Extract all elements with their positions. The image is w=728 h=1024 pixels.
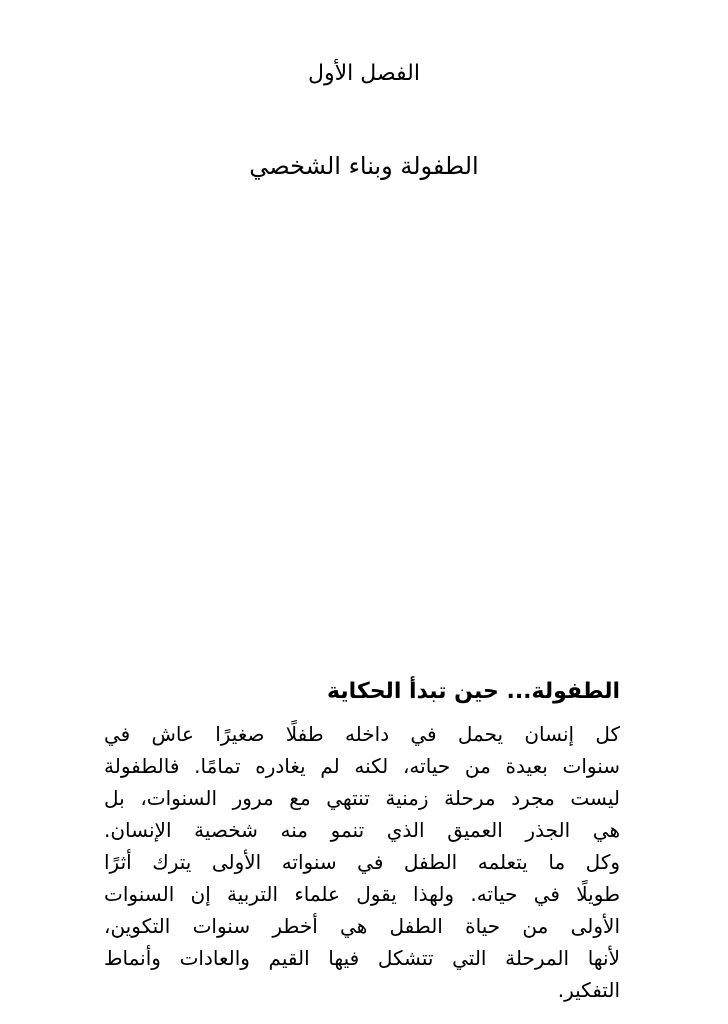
section-heading: الطفولة... حين تبدأ الحكاية	[327, 679, 620, 704]
chapter-label: الفصل الأول	[308, 61, 420, 86]
paragraph-line-6: طويلًا في حياته. ولهذا يقول علماء التربية إن السنوات	[104, 882, 620, 906]
chapter-title: الطفولة وبناء الشخصي	[249, 152, 479, 180]
section-body	[104, 674, 620, 1006]
paragraph-line-9: التفكير.	[557, 978, 620, 1002]
paragraph-line-5: وكل ما يتعلمه الطفل في سنواته الأولى يترك أثرًا	[104, 850, 620, 874]
paragraph-line-4: هي الجذر العميق الذي تنمو منه شخصية الإنسان.	[104, 818, 620, 842]
paragraph-line-3: ليست مجرد مرحلة زمنية تنتهي مع مرور السنوات، بل	[104, 786, 620, 810]
paragraph-line-1: كل إنسان يحمل في داخله طفلًا صغيرًا عاش في	[104, 722, 620, 746]
paragraph-line-2: سنوات بعيدة من حياته، لكنه لم يغادره تمامًا. فالطفولة	[104, 754, 620, 778]
paragraph-line-8: لأنها المرحلة التي تتشكل فيها القيم والعادات وأنماط	[104, 946, 620, 970]
paragraph-line-7: الأولى من حياة الطفل هي أخطر سنوات التكوين،	[104, 914, 620, 938]
